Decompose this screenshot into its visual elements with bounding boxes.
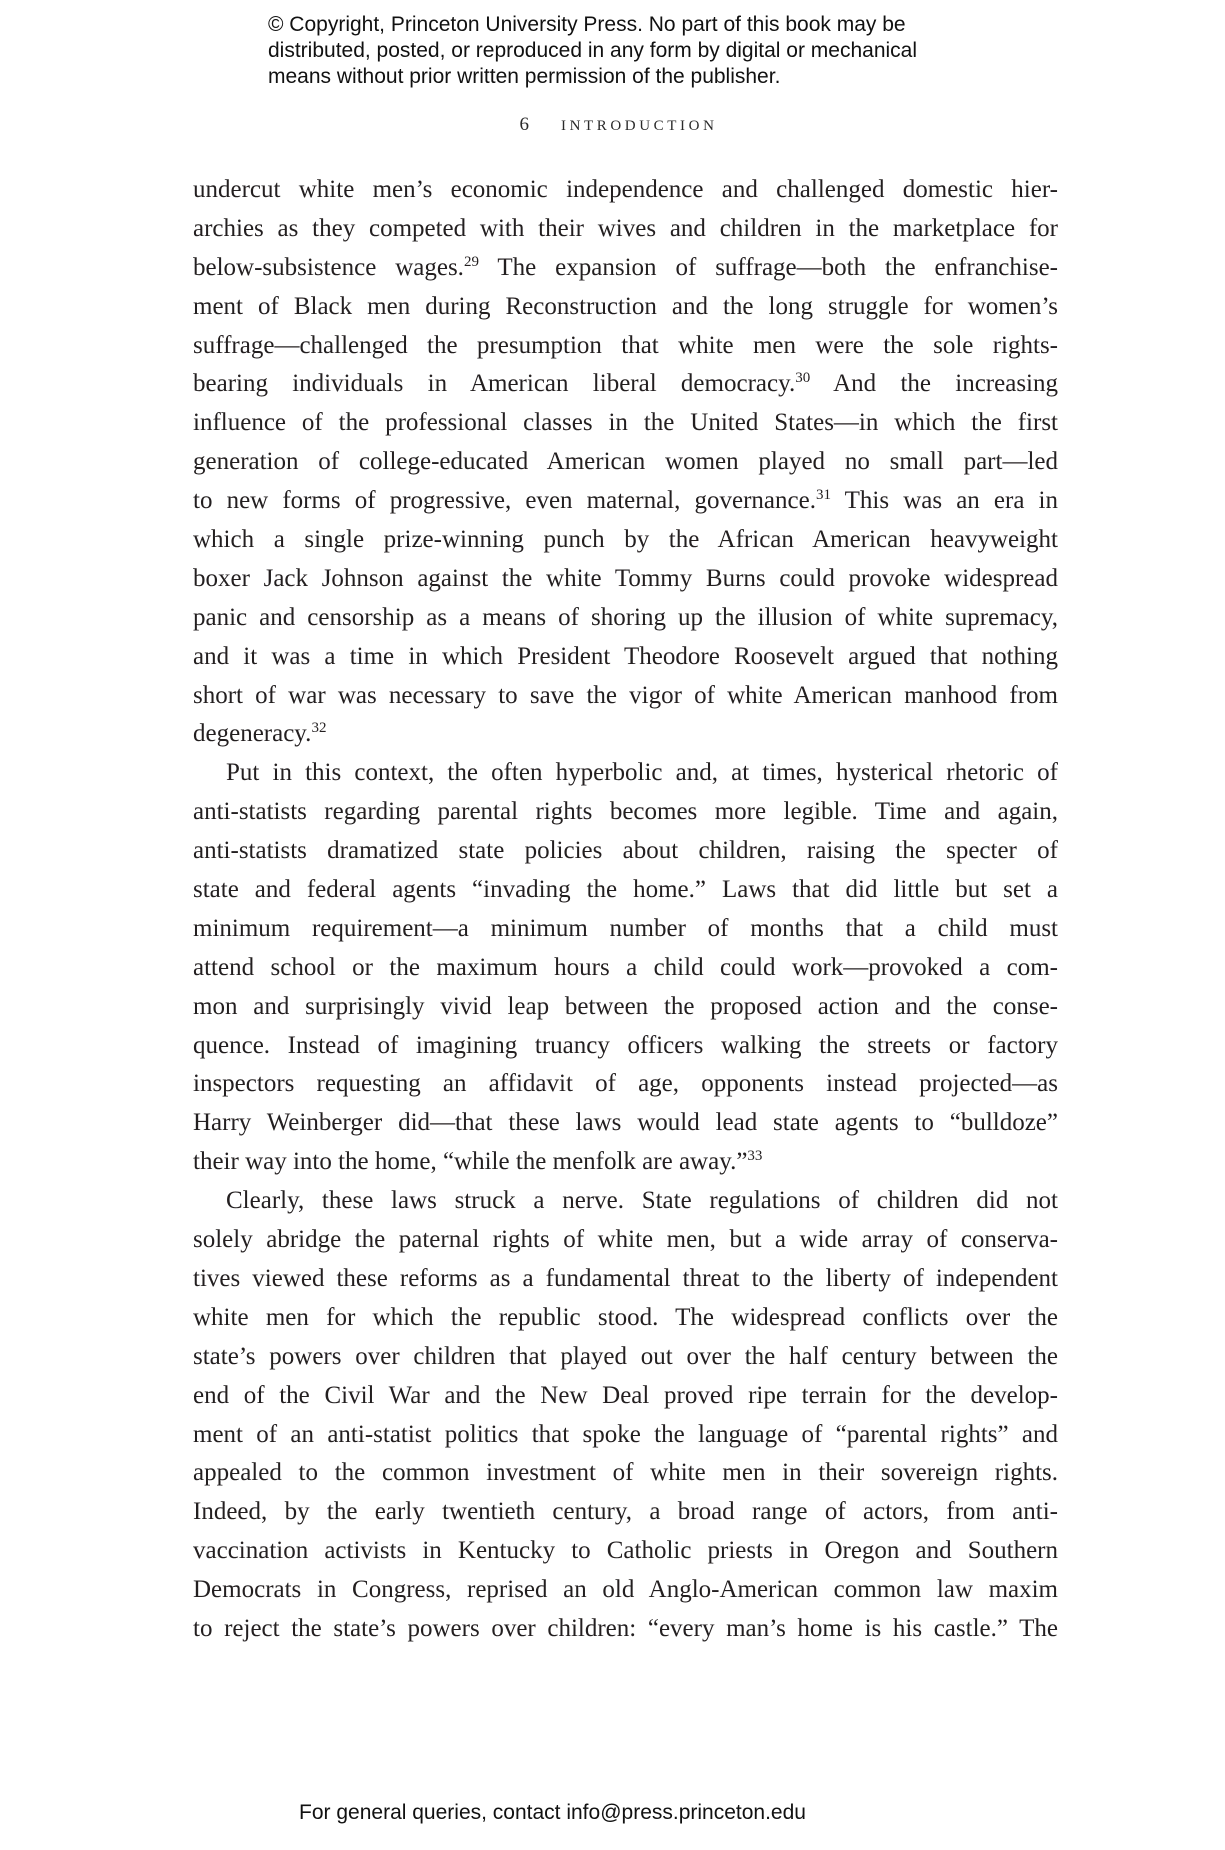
body-text <box>193 171 1058 1649</box>
text-line: to new forms of progressive, even maternal, governance.$^{31}$ This was an era in <box>193 487 1058 515</box>
text-line: boxer Jack Johnson against the white Tommy Burns could provoke widespread <box>193 564 1058 592</box>
footnote-reference[interactable]: 33 <box>747 1148 763 1165</box>
text-line: degeneracy.$^{32}$ <box>193 720 327 748</box>
copyright-line: © Copyright, Princeton University Press. No part of this book may be <box>268 13 906 36</box>
footnote-reference[interactable]: 30 <box>795 370 811 387</box>
text-line: solely abridge the paternal rights of white men, but a wide array of conserva- <box>193 1226 1058 1254</box>
text-line: anti-statists dramatized state policies about children, raising the specter of <box>193 837 1058 865</box>
text-line: below-subsistence wages.$^{29}$ The expansion of suffrage—both the enfranchise- <box>193 253 1059 281</box>
page-number: 6 <box>519 114 529 135</box>
footnote-reference[interactable]: 29 <box>463 253 479 270</box>
text-line: bearing individuals in American liberal democracy.$^{30}$ And the increasing <box>193 370 1058 398</box>
footnote-reference[interactable]: 32 <box>311 720 327 737</box>
text-line: their way into the home, “while the menfolk are away.”$^{33}$ <box>193 1148 763 1176</box>
text-line: end of the Civil War and the New Deal proved ripe terrain for the develop- <box>193 1381 1058 1409</box>
text-line: inspectors requesting an affidavit of age, opponents instead projected—as <box>193 1070 1058 1098</box>
text-line: generation of college-educated American women played no small part—led <box>193 448 1058 476</box>
footer <box>0 1801 1225 1825</box>
text-line: vaccination activists in Kentucky to Catholic priests in Oregon and Southern <box>193 1537 1058 1565</box>
running-head <box>0 114 1225 136</box>
text-line: ment of an anti-statist politics that spoke the language of “parental rights” and <box>193 1420 1058 1448</box>
text-line: mon and surprisingly vivid leap between the proposed action and the conse- <box>193 992 1058 1020</box>
copyright-notice <box>268 12 968 90</box>
text-line: state’s powers over children that played out over the half century between the <box>193 1342 1058 1370</box>
copyright-line: means without prior written permission of the publisher. <box>268 65 781 88</box>
footnote-reference[interactable]: 31 <box>815 487 831 504</box>
text-line: influence of the professional classes in the United States—in which the first <box>193 409 1058 437</box>
text-line: suffrage—challenged the presumption that white men were the sole rights- <box>193 331 1058 359</box>
text-line: state and federal agents “invading the home.” Laws that did little but set a <box>193 876 1058 904</box>
text-line: Put in this context, the often hyperbolic and, at times, hysterical rhetoric of <box>226 759 1058 787</box>
text-line: ment of Black men during Reconstruction and the long struggle for women’s <box>193 292 1058 320</box>
text-line: short of war was necessary to save the vigor of white American manhood from <box>193 681 1058 709</box>
text-line: Clearly, these laws struck a nerve. State regulations of children did not <box>226 1187 1058 1215</box>
text-line: white men for which the republic stood. The widespread conflicts over the <box>193 1303 1058 1331</box>
footer-contact-text: For general queries, contact info@press.princeton.edu <box>299 1801 806 1824</box>
text-line: archies as they competed with their wives and children in the marketplace for <box>193 214 1058 242</box>
copyright-line: distributed, posted, or reproduced in any form by digital or mechanical <box>268 39 918 62</box>
text-line: minimum requirement—a minimum number of months that a child must <box>193 914 1058 942</box>
paragraph <box>193 1182 1058 1649</box>
chapter-title: INTRODUCTION <box>560 118 718 134</box>
text-line: to reject the state’s powers over children: “every man’s home is his castle.” The <box>193 1614 1058 1642</box>
text-line: undercut white men’s economic independence and challenged domestic hier- <box>193 176 1058 203</box>
text-line: and it was a time in which President Theodore Roosevelt argued that nothing <box>193 642 1058 670</box>
text-line: panic and censorship as a means of shoring up the illusion of white supremacy, <box>193 603 1058 631</box>
text-line: Democrats in Congress, reprised an old Anglo-American common law maxim <box>193 1576 1058 1604</box>
paragraph <box>193 754 1058 1182</box>
text-line: which a single prize-winning punch by the African American heavyweight <box>193 526 1058 554</box>
text-line: Harry Weinberger did—that these laws would lead state agents to “bulldoze” <box>193 1109 1058 1137</box>
text-line: Indeed, by the early twentieth century, a broad range of actors, from anti- <box>193 1498 1058 1526</box>
paragraph <box>193 171 1058 754</box>
text-line: tives viewed these reforms as a fundamental threat to the liberty of independent <box>193 1264 1058 1292</box>
text-line: appealed to the common investment of white men in their sovereign rights. <box>193 1459 1058 1487</box>
text-line: anti-statists regarding parental rights becomes more legible. Time and again, <box>193 798 1058 826</box>
text-line: attend school or the maximum hours a child could work—provoked a com- <box>193 953 1058 981</box>
text-line: quence. Instead of imagining truancy officers walking the streets or factory <box>193 1031 1058 1059</box>
